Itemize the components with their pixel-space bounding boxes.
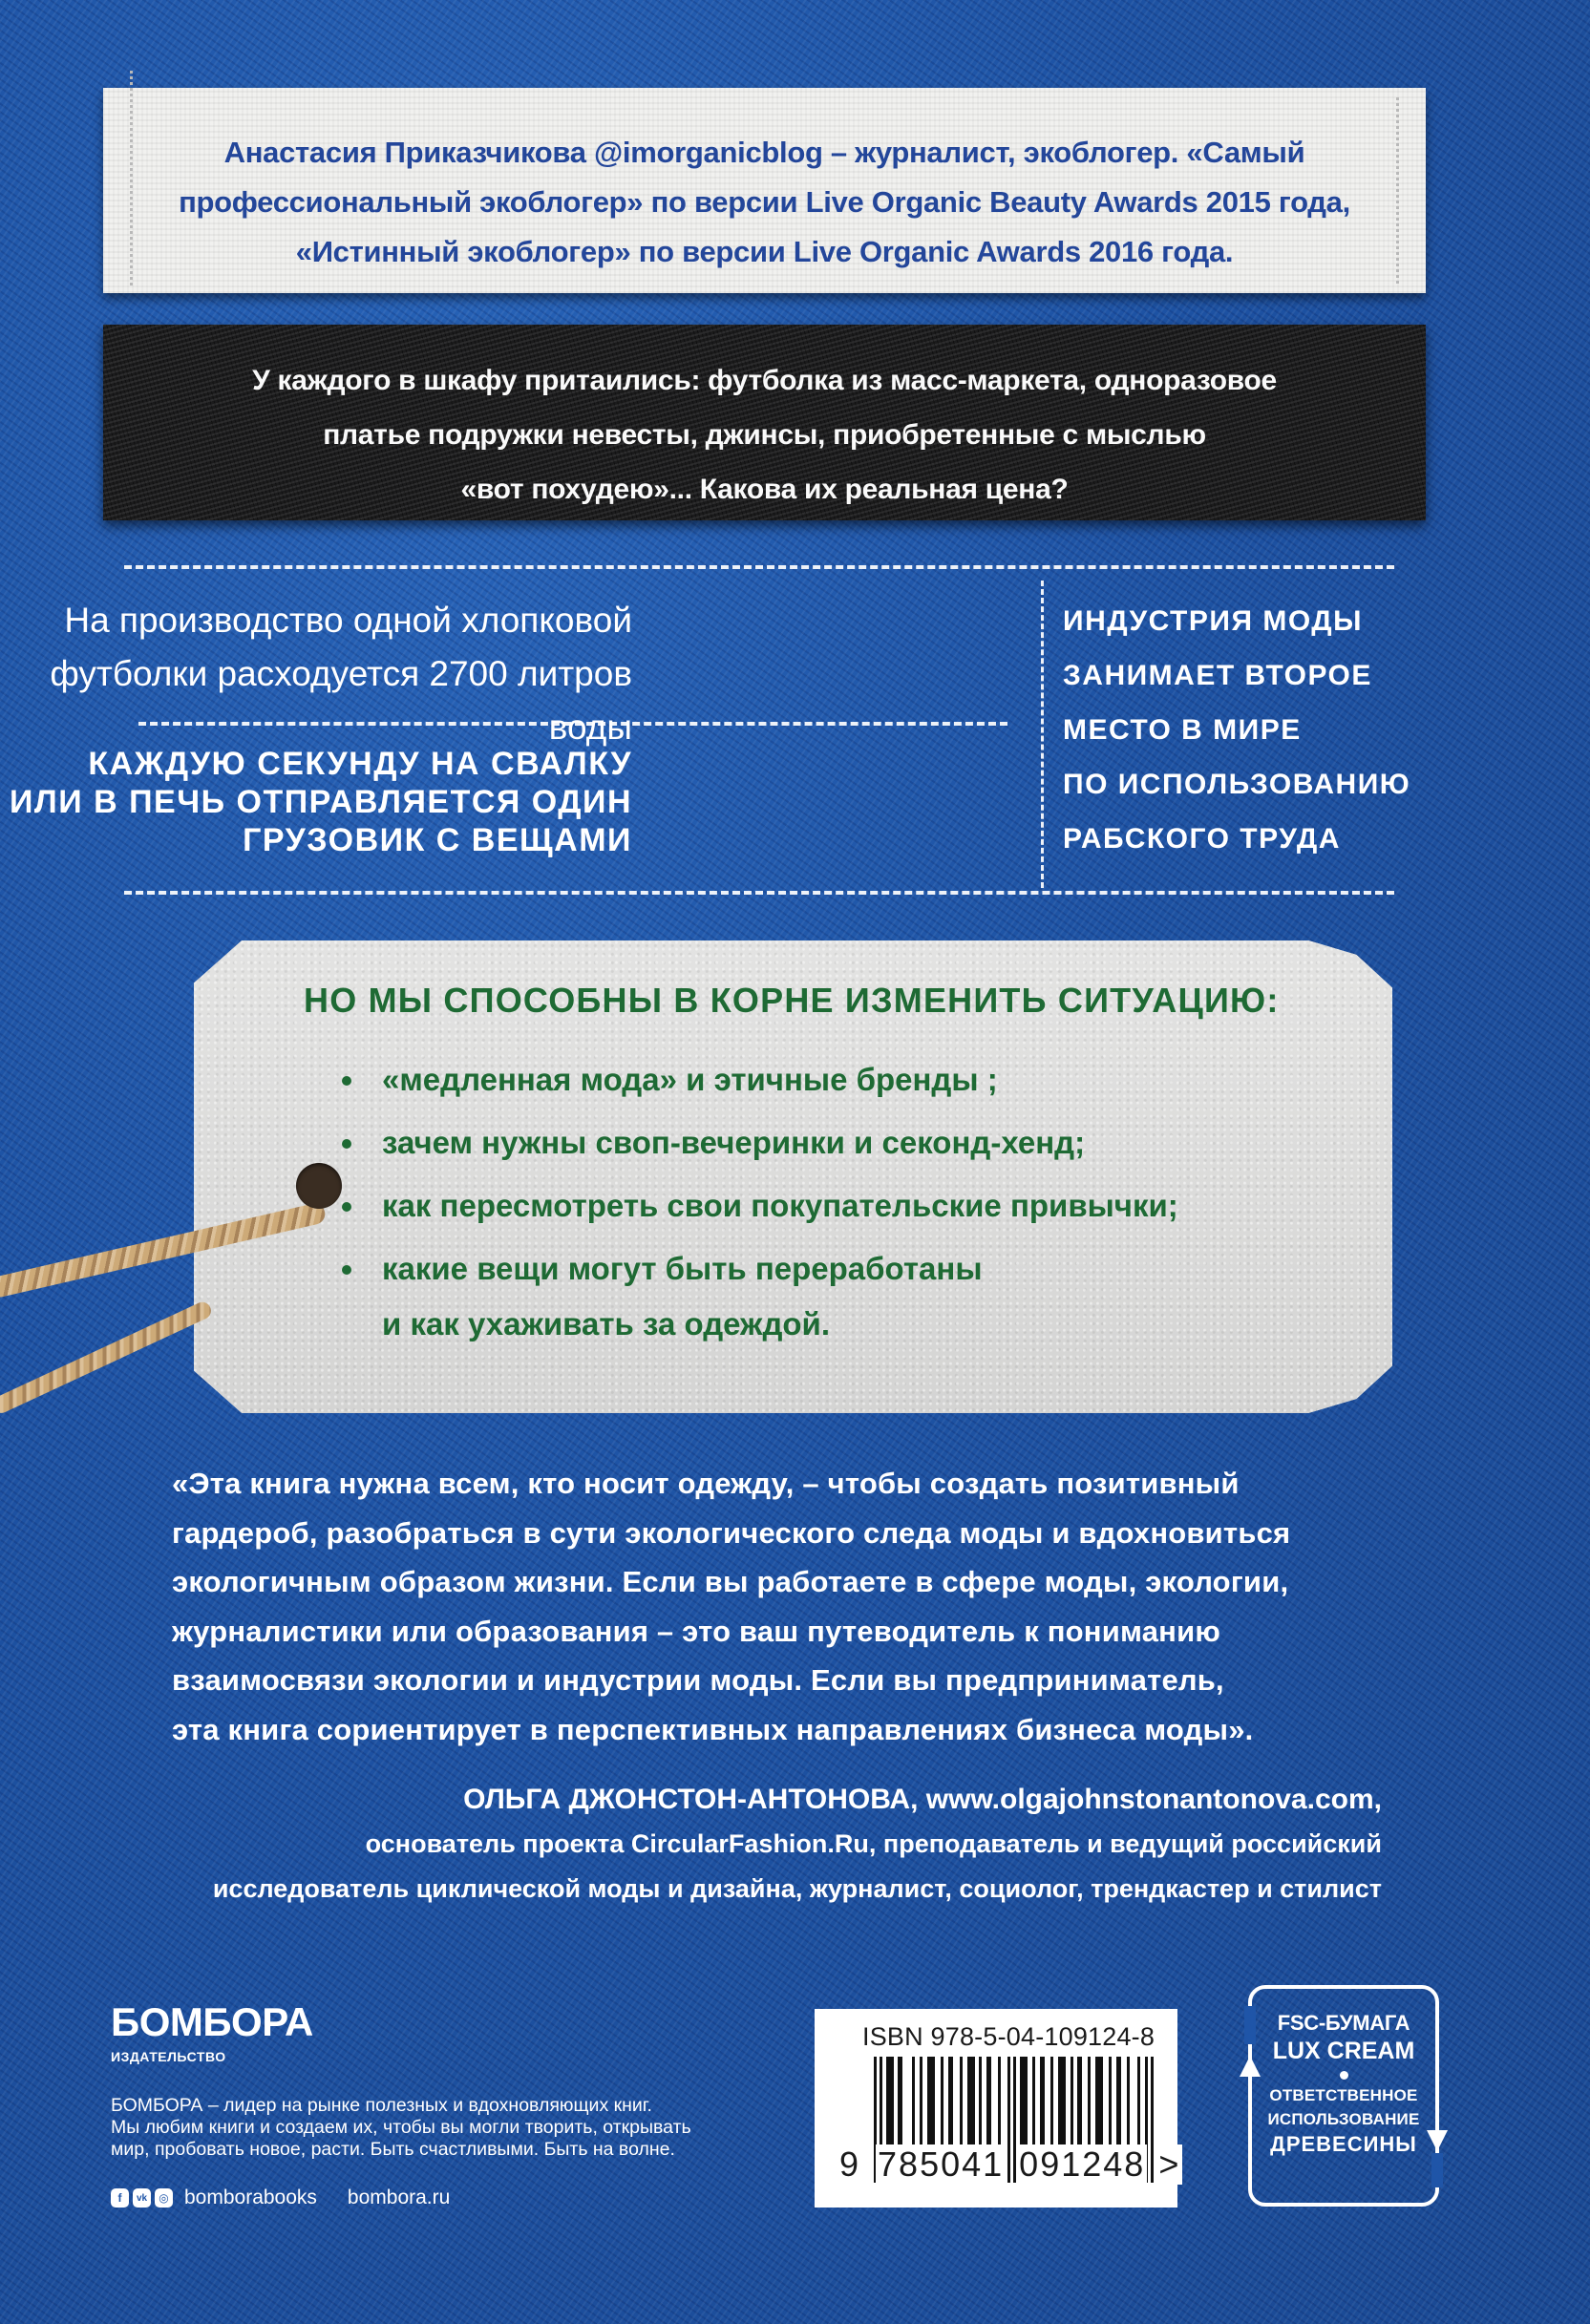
frame-gap (1244, 2006, 1256, 2044)
stitch-line-vertical (1041, 581, 1044, 888)
publisher-description (111, 2095, 798, 2161)
list-item-text: зачем нужны своп-вечеринки и секонд-хенд; (382, 1125, 1086, 1160)
publisher-social (111, 2187, 450, 2209)
barcode-digits (837, 2144, 1182, 2185)
bullet-icon (342, 1076, 351, 1086)
publisher-website[interactable]: bombora.ru (347, 2187, 451, 2208)
quote-line: экологичным образом жизни. Если вы работаете в сфере моды, экологии, (172, 1565, 1289, 1598)
author-line: профессиональный экоблогер» по версии Live Organic Beauty Awards 2015 года, (179, 185, 1350, 219)
intro-line: У каждого в шкафу притаились: футболка из масс-маркета, одноразовое (252, 365, 1277, 396)
publisher-text-line: Мы любим книги и создаем их, чтобы вы могли творить, открывать (111, 2117, 691, 2138)
fact-slavery-line: РАБСКОГО ТРУДА (1063, 823, 1341, 855)
vk-icon[interactable]: vk (133, 2188, 151, 2208)
fsc-line1: FSC-БУМАГА (1277, 2011, 1410, 2035)
barcode-digits-right: 091248 (1019, 2144, 1146, 2184)
list-item-text: «медленная мода» и этичные бренды ; (382, 1062, 998, 1097)
quote-author: ОЛЬГА ДЖОНСТОН-АНТОНОВА, www.olgajohnstonantonova.com, (463, 1784, 1382, 1815)
review-quote (172, 1459, 1423, 1754)
arrow-down-icon (1427, 2130, 1448, 2151)
list-item (342, 1048, 1178, 1111)
stitch-left (130, 71, 133, 285)
barcode-digits-left: 785041 (878, 2144, 1005, 2184)
twine-lower (0, 1299, 214, 1416)
quote-line: «Эта книга нужна всем, кто носит одежду, – чтобы создать позитивный (172, 1467, 1240, 1500)
fact-truck-line: КАЖДУЮ СЕКУНДУ НА СВАЛКУ (88, 746, 632, 782)
list-item (342, 1174, 1178, 1237)
author-label (103, 88, 1426, 293)
fact-slavery-line: МЕСТО В МИРЕ (1063, 714, 1302, 746)
barcode-digit-first: 9 (839, 2144, 861, 2184)
facebook-icon[interactable]: f (111, 2188, 129, 2208)
tag-title: НО МЫ СПОСОБНЫ В КОРНЕ ИЗМЕНИТЬ СИТУАЦИЮ: (304, 981, 1280, 1020)
stitch-line-bottom (124, 891, 1394, 895)
quote-line: эта книга сориентирует в перспективных направлениях бизнеса моды». (172, 1712, 1254, 1746)
author-line: «Истинный экоблогер» по версии Live Organic Awards 2016 года. (295, 235, 1234, 268)
fsc-line3a: ОТВЕТСТВЕННОЕ (1269, 2086, 1418, 2104)
list-item-text: как пересмотреть свои покупательские привычки; (382, 1188, 1178, 1223)
instagram-icon[interactable]: ◎ (155, 2188, 173, 2208)
fsc-line4: ДРЕВЕСИНЫ (1270, 2132, 1417, 2156)
quote-line: журналистики или образования – это ваш путеводитель к пониманию (172, 1614, 1221, 1648)
list-item-continuation: и как ухаживать за одеждой. (382, 1306, 831, 1342)
intro-line: «вот похудею»... Какова их реальная цена? (460, 474, 1069, 505)
fact-water (0, 594, 632, 754)
fact-slavery-line: ПО ИСПОЛЬЗОВАНИЮ (1063, 769, 1411, 800)
bullet-icon (342, 1265, 351, 1275)
quote-line: взаимосвязи экологии и индустрии моды. Если вы предприниматель, (172, 1663, 1224, 1697)
publisher-text-line: мир, пробовать новое, расти. Быть счастливыми. Быть на волне. (111, 2139, 675, 2160)
arrow-up-icon (1240, 2056, 1261, 2077)
fact-truck-line: ГРУЗОВИК С ВЕЩАМИ (243, 822, 632, 858)
fact-slavery-line: ИНДУСТРИЯ МОДЫ (1063, 605, 1364, 637)
list-item (342, 1111, 1178, 1174)
tag-hole (296, 1163, 342, 1209)
list-item (342, 1237, 1178, 1348)
fact-slavery-line: ЗАНИМАЕТ ВТОРОЕ (1063, 660, 1372, 691)
quote-line: гардероб, разобраться в сути экологического следа моды и вдохновиться (172, 1515, 1291, 1550)
fsc-line3b: ИСПОЛЬЗОВАНИЕ (1267, 2110, 1420, 2128)
isbn-barcode (815, 2009, 1181, 2208)
intro-label (103, 325, 1426, 520)
fact-truck (10, 745, 632, 859)
frame-gap (1431, 2153, 1443, 2187)
fsc-line2: LUX CREAM (1272, 2038, 1415, 2064)
stitch-right (1396, 97, 1399, 284)
publisher-text-line: БОМБОРА – лидер на рынке полезных и вдохновляющих книг. (111, 2095, 652, 2116)
bullet-icon (342, 1202, 351, 1212)
author-line: Анастасия Приказчикова @imorganicblog – журналист, экоблогер. «Самый (223, 136, 1305, 169)
fact-water-line: На производство одной хлопковой (64, 601, 632, 640)
publisher-logo: БОМБОРА (111, 1999, 313, 2044)
list-item-text: какие вещи могут быть переработаны (382, 1251, 983, 1286)
publisher-subtitle: ИЗДАТЕЛЬСТВО (111, 2049, 226, 2064)
fact-water-line: футболки расходуется 2700 литров воды (50, 654, 632, 747)
social-handle[interactable]: bomborabooks (184, 2187, 317, 2208)
fsc-badge (1248, 1985, 1439, 2207)
tag-list (342, 1048, 1178, 1348)
fact-truck-line: ИЛИ В ПЕЧЬ ОТПРАВЛЯЕТСЯ ОДИН (9, 784, 632, 820)
fact-slavery (1063, 594, 1410, 866)
quote-author-desc: исследователь циклической моды и дизайна, журналист, социолог, трендкастер и стилист (212, 1874, 1382, 1903)
bullet-icon (1340, 2071, 1348, 2080)
isbn-label: ISBN 978-5-04-109124-8 (862, 2022, 1155, 2051)
bullet-icon (342, 1139, 351, 1149)
quote-author-desc: основатель проекта CircularFashion.Ru, преподаватель и ведущий российский (365, 1829, 1382, 1858)
intro-line: платье подружки невесты, джинсы, приобретенные с мыслью (323, 419, 1206, 451)
barcode-digit-end: > (1158, 2144, 1181, 2184)
quote-attribution (213, 1778, 1382, 1912)
stitch-line-top (124, 565, 1394, 569)
